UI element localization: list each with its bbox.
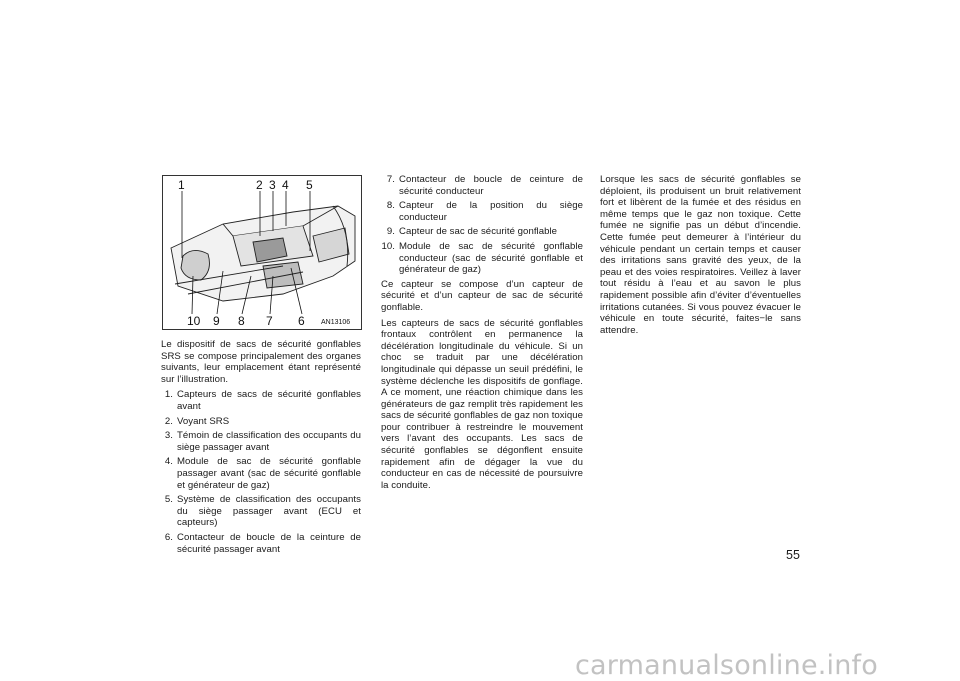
middle-column — [381, 174, 583, 495]
watermark: carmanualsonline.info — [575, 650, 878, 681]
callout-3: 3 — [269, 178, 276, 192]
left-column — [161, 339, 361, 558]
callout-5: 5 — [306, 178, 313, 192]
figure-code: AN13106 — [321, 319, 351, 326]
callout-10: 10 — [187, 314, 201, 328]
page-number: 55 — [786, 548, 800, 562]
list-item: 2. Voyant SRS — [164, 415, 230, 427]
list-item: 5. Système de classification des occupants du siège passager avant (ECU et capteurs) — [164, 494, 361, 529]
callout-8: 8 — [238, 314, 245, 328]
list-item: 10. Module de sac de sécurité gonflable conducteur (sac de sécurité gonflable et générateur de gaz) — [381, 240, 583, 276]
right-column — [600, 174, 801, 340]
callout-9: 9 — [213, 314, 220, 328]
list-item: 9. Capteur de sac de sécurité gonflable — [386, 226, 558, 238]
callout-2: 2 — [256, 178, 263, 192]
airbag-system-illustration — [162, 175, 362, 330]
car-body-drawing — [171, 206, 355, 301]
intro-paragraph: Le dispositif de sacs de sécurité gonflables SRS se compose principalement des organes suivants, leur emplacement étant représenté sur l’illustration. — [161, 339, 361, 385]
callout-1: 1 — [178, 178, 185, 192]
callout-4: 4 — [282, 178, 289, 192]
list-item: 6. Contacteur de boucle de la ceinture de sécurité passager avant — [164, 531, 361, 555]
callout-7: 7 — [266, 314, 273, 328]
list-item: 1. Capteurs de sacs de sécurité gonflables avant — [164, 389, 361, 412]
list-item: 7. Contacteur de boucle de ceinture de sécurité conducteur — [386, 174, 583, 197]
list-item: 4. Module de sac de sécurité gonflable passager avant (sac de sécurité gonflable et générateur de gaz) — [164, 456, 361, 491]
list-item: 3. Témoin de classification des occupants du siège passager avant — [164, 430, 361, 453]
deceleration-paragraph: Les capteurs de sacs de sécurité gonflables frontaux contrôlent en permanence la décélération longitudinale du véhicule. Si un choc se traduit par une décélération longitudinale qui dépasse un seuil prédéfini, le système déclenche les dispositifs de gonflage. A ce moment, une réaction chimique dans les générateurs de gaz remplit très rapidement les sacs de sécurité gonflables de gaz non toxique pour contribuer à restreindre le mouvement vers l’avant des occupants. Les sacs de sécurité gonflables se dégonflent ensuite rapidement afin de dégager la vue du conducteur en cas de nécessité de poursuivre la conduite. — [381, 317, 583, 491]
callout-6: 6 — [298, 314, 305, 328]
list-item: 8. Capteur de la position du siège conducteur — [386, 200, 583, 223]
deployment-paragraph: Lorsque les sacs de sécurité gonflables se déploient, ils produisent un bruit relativement fort et libèrent de la fumée et des résidus en même temps que le gaz non toxique. Cette fumée ne signifie pas un début d’incendie. Cette fumée peut demeurer à l’intérieur du véhicule pendant un certain temps et causer des irritations sans gravité des yeux, de la peau et des voies respiratoires. Veillez à laver tout résidu à l’eau et au savon le plus rapidement possible afin d’éviter d’éventuelles irritations cutanées. Si vous pouvez évacuer le véhicule en toute sécurité, faites−le sans attendre. — [600, 174, 801, 336]
sensor-paragraph: Ce capteur se compose d’un capteur de sécurité et d’un capteur de sac de sécurité gonflable. — [381, 278, 583, 313]
